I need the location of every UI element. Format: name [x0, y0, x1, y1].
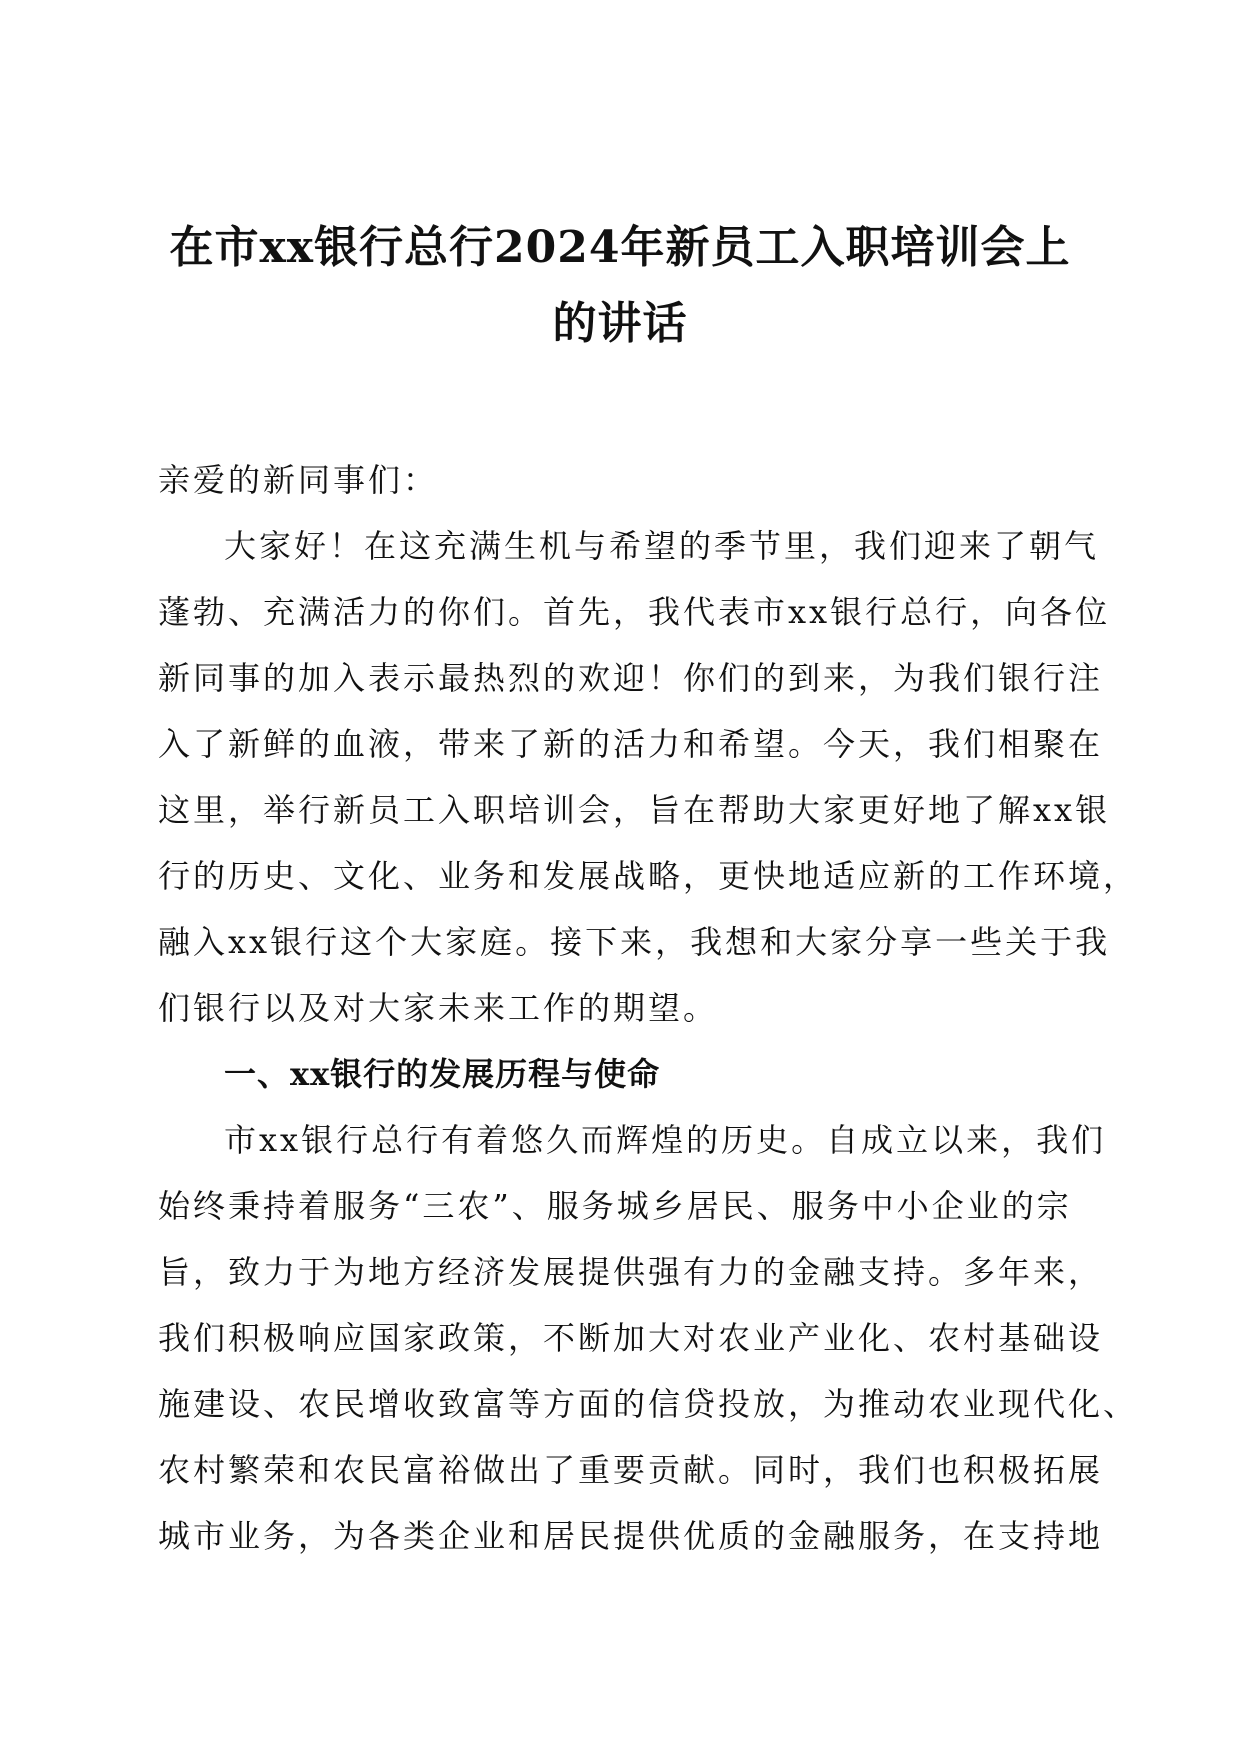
body-text-line: 始终秉持着服务“三农”、服务城乡居民、服务中小企业的宗: [158, 1187, 1072, 1225]
body-text-line: 农村繁荣和农民富裕做出了重要贡献。同时，我们也积极拓展: [158, 1451, 1104, 1489]
body-text-line: 亲爱的新同事们：: [158, 461, 439, 499]
body-text-line: 们银行以及对大家未来工作的期望。: [158, 989, 719, 1027]
body-text-line: 市xx银行总行有着悠久而辉煌的历史。自成立以来，我们: [224, 1121, 1107, 1159]
title-line-2: 的讲话: [552, 298, 688, 349]
document-body: [158, 447, 1139, 1569]
title-line-1: 在市xx银行总行2024年新员工入职培训会上: [169, 222, 1071, 273]
body-text-line: 施建设、农民增收致富等方面的信贷投放，为推动农业现代化、: [158, 1385, 1139, 1423]
body-text-line: 行的历史、文化、业务和发展战略，更快地适应新的工作环境，: [158, 857, 1139, 895]
body-text-line: 城市业务，为各类企业和居民提供优质的金融服务，在支持地: [158, 1517, 1104, 1555]
body-text-line: 入了新鲜的血液，带来了新的活力和希望。今天，我们相聚在: [158, 725, 1104, 763]
body-text-line: 我们积极响应国家政策，不断加大对农业产业化、农村基础设: [158, 1319, 1104, 1357]
body-text-line: 这里，举行新员工入职培训会，旨在帮助大家更好地了解xx银: [158, 791, 1111, 829]
body-text-line: 蓬勃、充满活力的你们。首先，我代表市xx银行总行，向各位: [158, 593, 1111, 631]
page-title: [150, 210, 1090, 362]
body-text-line: 旨，致力于为地方经济发展提供强有力的金融支持。多年来，: [158, 1253, 1104, 1291]
body-text-line: 新同事的加入表示最热烈的欢迎！你们的到来，为我们银行注: [158, 659, 1104, 697]
section-heading: 一、xx银行的发展历程与使命: [224, 1055, 661, 1093]
body-text-line: 大家好！在这充满生机与希望的季节里，我们迎来了朝气: [224, 527, 1100, 565]
body-text-line: 融入xx银行这个大家庭。接下来，我想和大家分享一些关于我: [158, 923, 1111, 961]
